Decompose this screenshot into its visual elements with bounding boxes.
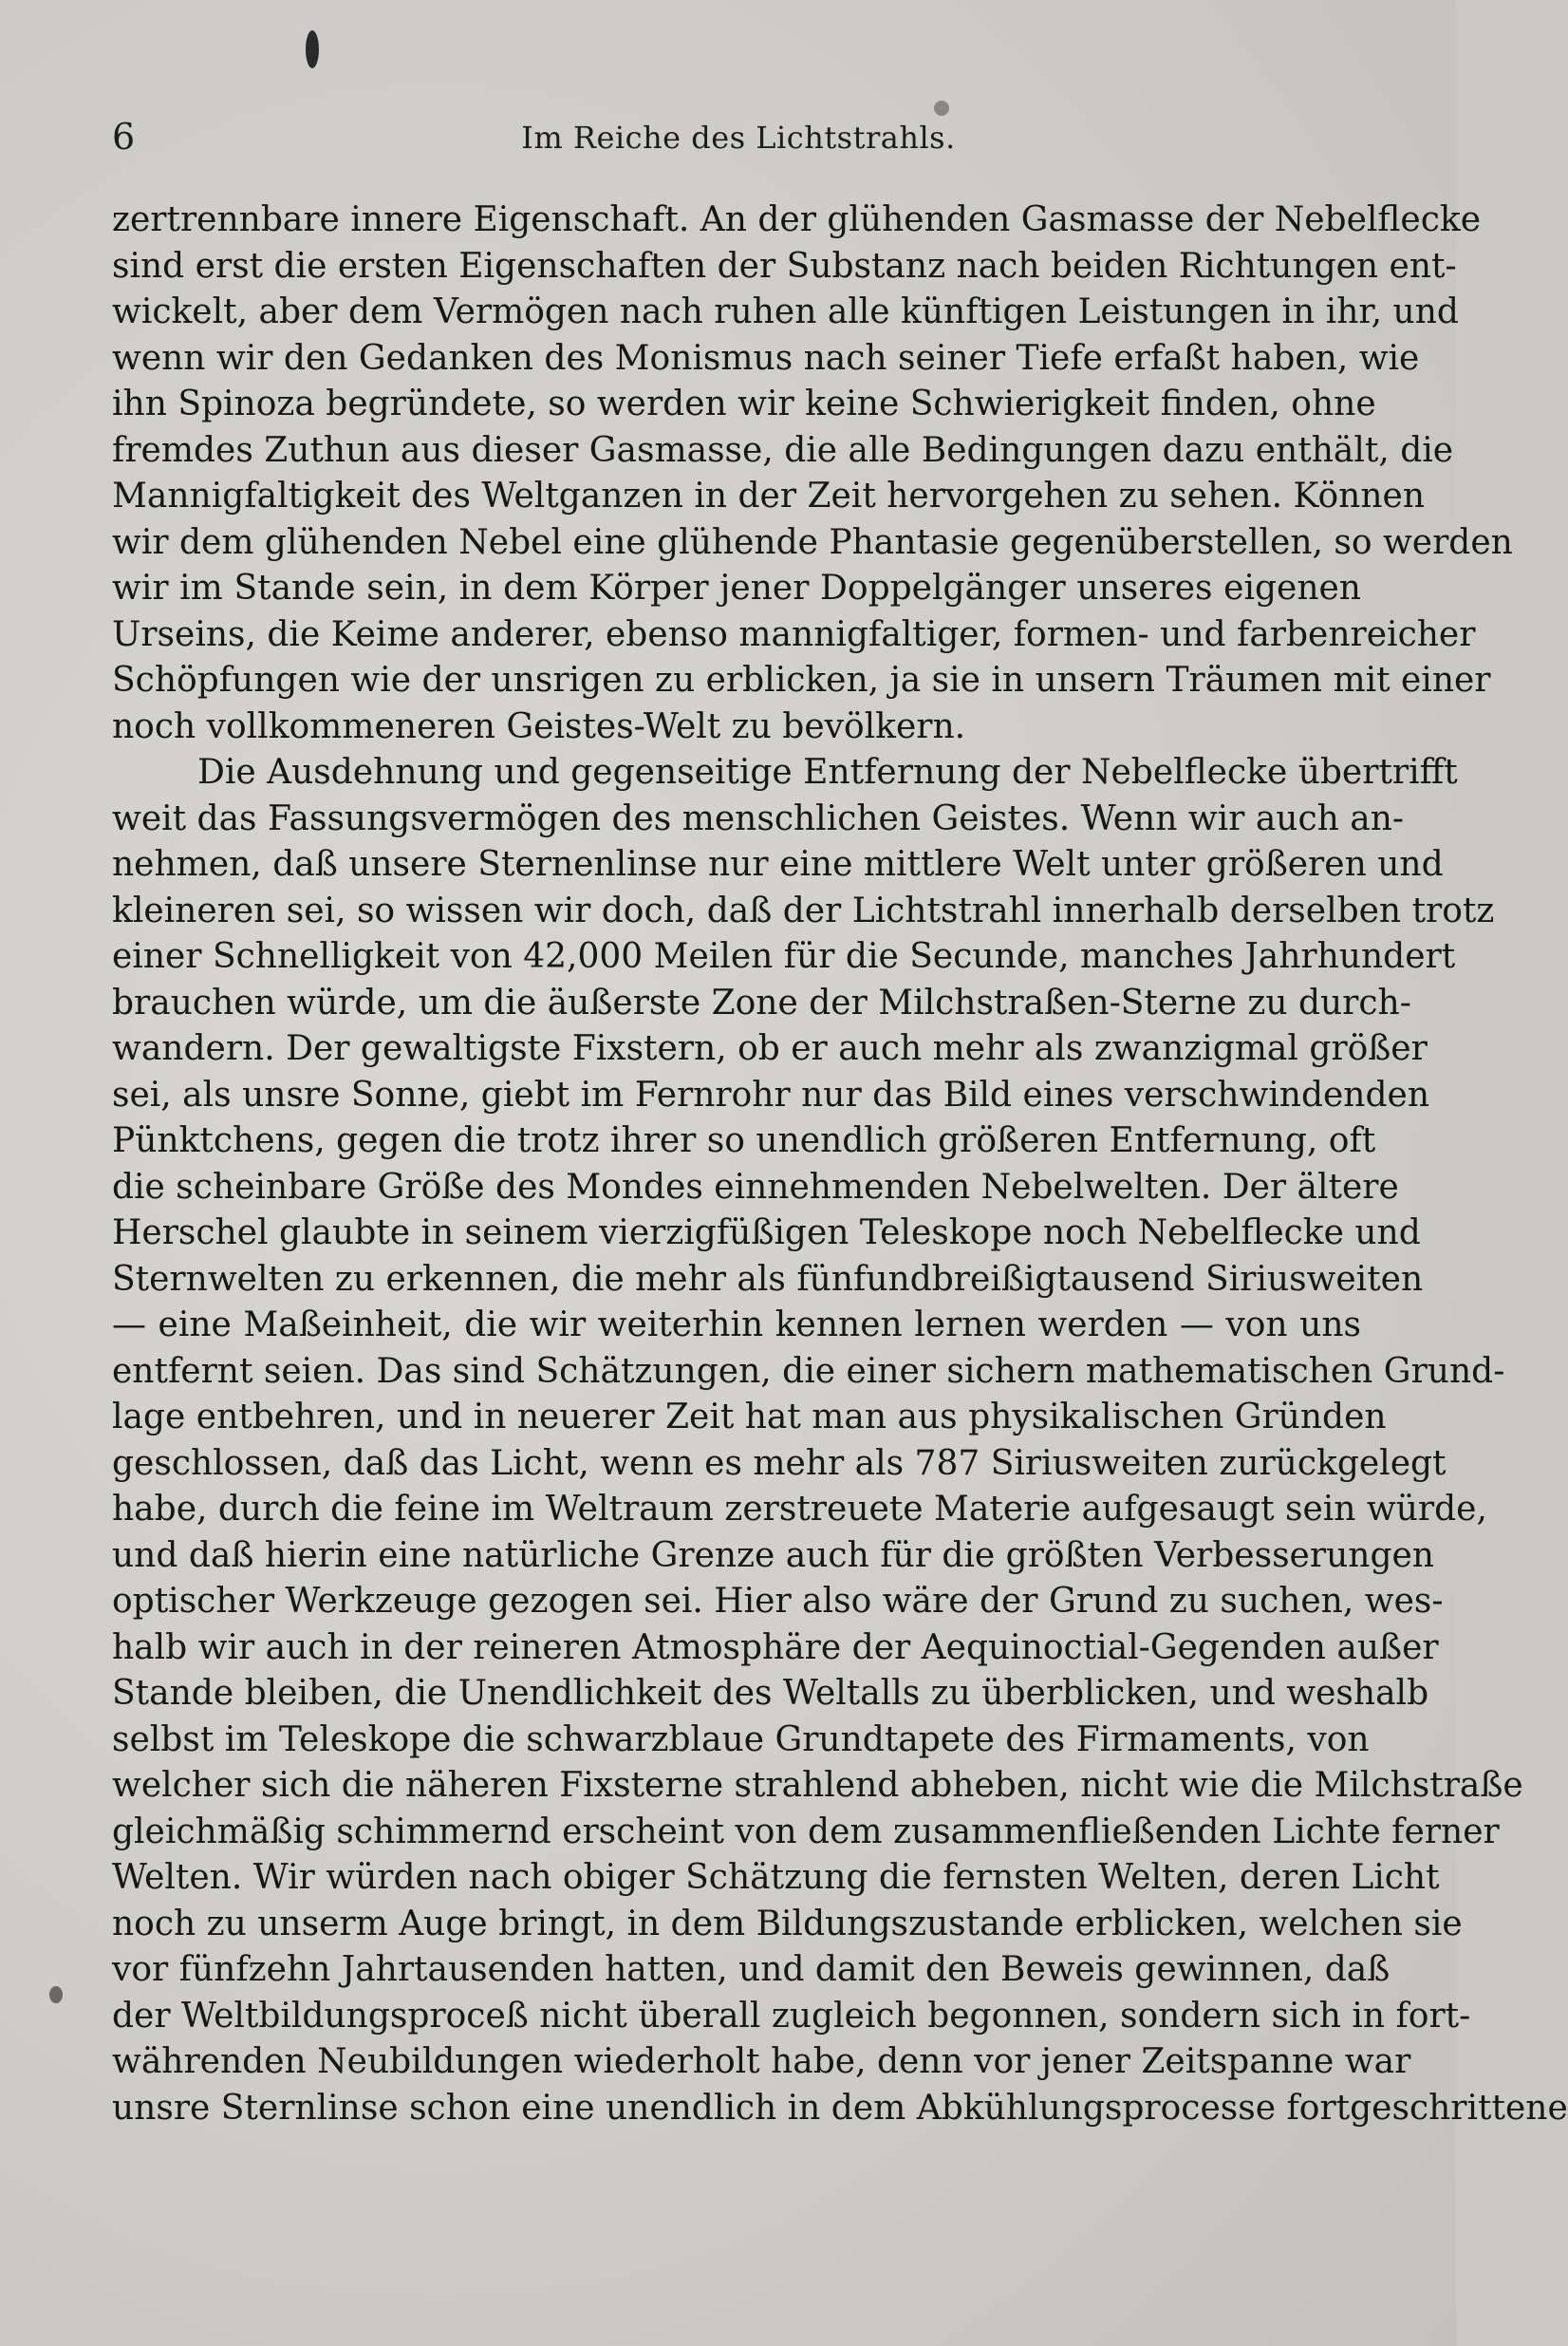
text-line: sei, als unsre Sonne, giebt im Fernrohr nur das Bild eines verschwindenden: [112, 1075, 1430, 1115]
text-line: Urseins, die Keime anderer, ebenso mannigfaltiger, formen- und farbenreicher: [112, 614, 1476, 654]
text-line: selbst im Teleskope die schwarzblaue Grundtapete des Firmaments, von: [112, 1719, 1370, 1759]
text-line: der Weltbildungsproceß nicht überall zugleich begonnen, sondern sich in fort-: [112, 1996, 1471, 2036]
page-header: [112, 116, 1365, 173]
text-line: optischer Werkzeuge gezogen sei. Hier also wäre der Grund zu suchen, wes-: [112, 1582, 1444, 1621]
ink-blot: [934, 101, 949, 116]
text-line: wandern. Der gewaltigste Fixstern, ob er auch mehr als zwanzigmal größer: [112, 1029, 1428, 1068]
text-line: Mannigfaltigkeit des Weltganzen in der Zeit hervorgehen zu sehen. Können: [112, 477, 1426, 516]
text-line: entfernt seien. Das sind Schätzungen, die einer sichern mathematischen Grund-: [112, 1351, 1505, 1391]
text-line: kleineren sei, so wissen wir doch, daß der Lichtstrahl innerhalb derselben trotz: [112, 891, 1495, 930]
text-line: Schöpfungen wie der unsrigen zu erblicken, ja sie in unsern Träumen mit einer: [112, 661, 1491, 700]
text-line: gleichmäßig schimmernd erscheint von dem zusammenfließenden Lichte ferner: [112, 1811, 1500, 1851]
text-line: Die Ausdehnung und gegenseitige Entfernung der Nebelflecke übertrifft: [197, 753, 1458, 792]
text-line: währenden Neubildungen wiederholt habe, denn vor jener Zeitspanne war: [112, 2042, 1411, 2081]
body-text: [112, 197, 1568, 2131]
text-line: wir dem glühenden Nebel eine glühende Phantasie gegenüberstellen, so werden: [112, 522, 1513, 562]
text-line: sind erst die ersten Eigenschaften der Substanz nach beiden Richtungen ent-: [112, 246, 1457, 286]
text-line: wir im Stande sein, in dem Körper jener Doppelgänger unseres eigenen: [112, 569, 1361, 608]
text-line: und daß hierin eine natürliche Grenze auch für die größten Verbesserungen: [112, 1535, 1434, 1575]
text-line: die scheinbare Größe des Mondes einnehmenden Nebelwelten. Der ältere: [112, 1167, 1399, 1207]
text-line: nehmen, daß unsere Sternenlinse nur eine mittlere Welt unter größeren und: [112, 845, 1444, 884]
text-line: Sternwelten zu erkennen, die mehr als fünfundbreißigtausend Siriusweiten: [112, 1259, 1424, 1299]
text-line: brauchen würde, um die äußerste Zone der Milchstraßen-Sterne zu durch-: [112, 983, 1411, 1023]
text-line: unsre Sternlinse schon eine unendlich in dem Abkühlungsprocesse fortgeschrittene: [112, 2088, 1568, 2128]
text-line: halb wir auch in der reineren Atmosphäre der Aequinoctial-Gegenden außer: [112, 1627, 1439, 1667]
text-line: welcher sich die näheren Fixsterne strahlend abheben, nicht wie die Milchstraße: [112, 1766, 1523, 1805]
text-line: — eine Maßeinheit, die wir weiterhin kennen lernen werden — von uns: [112, 1305, 1361, 1344]
text-line: noch zu unserm Auge bringt, in dem Bildungszustande erblicken, welchen sie: [112, 1904, 1463, 1943]
text-line: einer Schnelligkeit von 42,000 Meilen für die Secunde, manches Jahrhundert: [112, 937, 1456, 976]
ink-blot: [49, 1986, 63, 2003]
text-line: wenn wir den Gedanken des Monismus nach seiner Tiefe erfaßt haben, wie: [112, 338, 1420, 378]
text-line: vor fünfzehn Jahrtausenden hatten, und damit den Beweis gewinnen, daß: [112, 1950, 1391, 1989]
text-line: habe, durch die feine im Weltraum zerstreuete Materie aufgesaugt sein würde,: [112, 1490, 1487, 1529]
text-line: weit das Fassungsvermögen des menschlichen Geistes. Wenn wir auch an-: [112, 798, 1405, 838]
text-line: fremdes Zuthun aus dieser Gasmasse, die alle Bedingungen dazu enthält, die: [112, 430, 1454, 470]
text-line: geschlossen, daß das Licht, wenn es mehr als 787 Siriusweiten zurückgelegt: [112, 1443, 1447, 1483]
text-line: wickelt, aber dem Vermögen nach ruhen alle künftigen Leistungen in ihr, und: [112, 292, 1459, 331]
text-line: lage entbehren, und in neuerer Zeit hat man aus physikalischen Gründen: [112, 1398, 1387, 1436]
page-number: 6: [112, 116, 136, 158]
text-line: noch vollkommeneren Geistes-Welt zu bevölkern.: [112, 706, 966, 746]
text-line: ihn Spinoza begründete, so werden wir keine Schwierigkeit finden, ohne: [112, 385, 1376, 423]
text-line: Herschel glaubte in seinem vierzigfüßigen Teleskope noch Nebelflecke und: [112, 1213, 1421, 1252]
running-head: Im Reiche des Lichtstrahls.: [521, 120, 956, 156]
text-line: zertrennbare innere Eigenschaft. An der glühenden Gasmasse der Nebelflecke: [112, 200, 1482, 239]
text-line: Welten. Wir würden nach obiger Schätzung die fernsten Welten, deren Licht: [112, 1858, 1440, 1897]
text-line: Pünktchens, gegen die trotz ihrer so unendlich größeren Entfernung, oft: [112, 1121, 1376, 1160]
text-line: Stande bleiben, die Unendlichkeit des Weltalls zu überblicken, und weshalb: [112, 1674, 1429, 1713]
ink-blot: [306, 30, 319, 68]
